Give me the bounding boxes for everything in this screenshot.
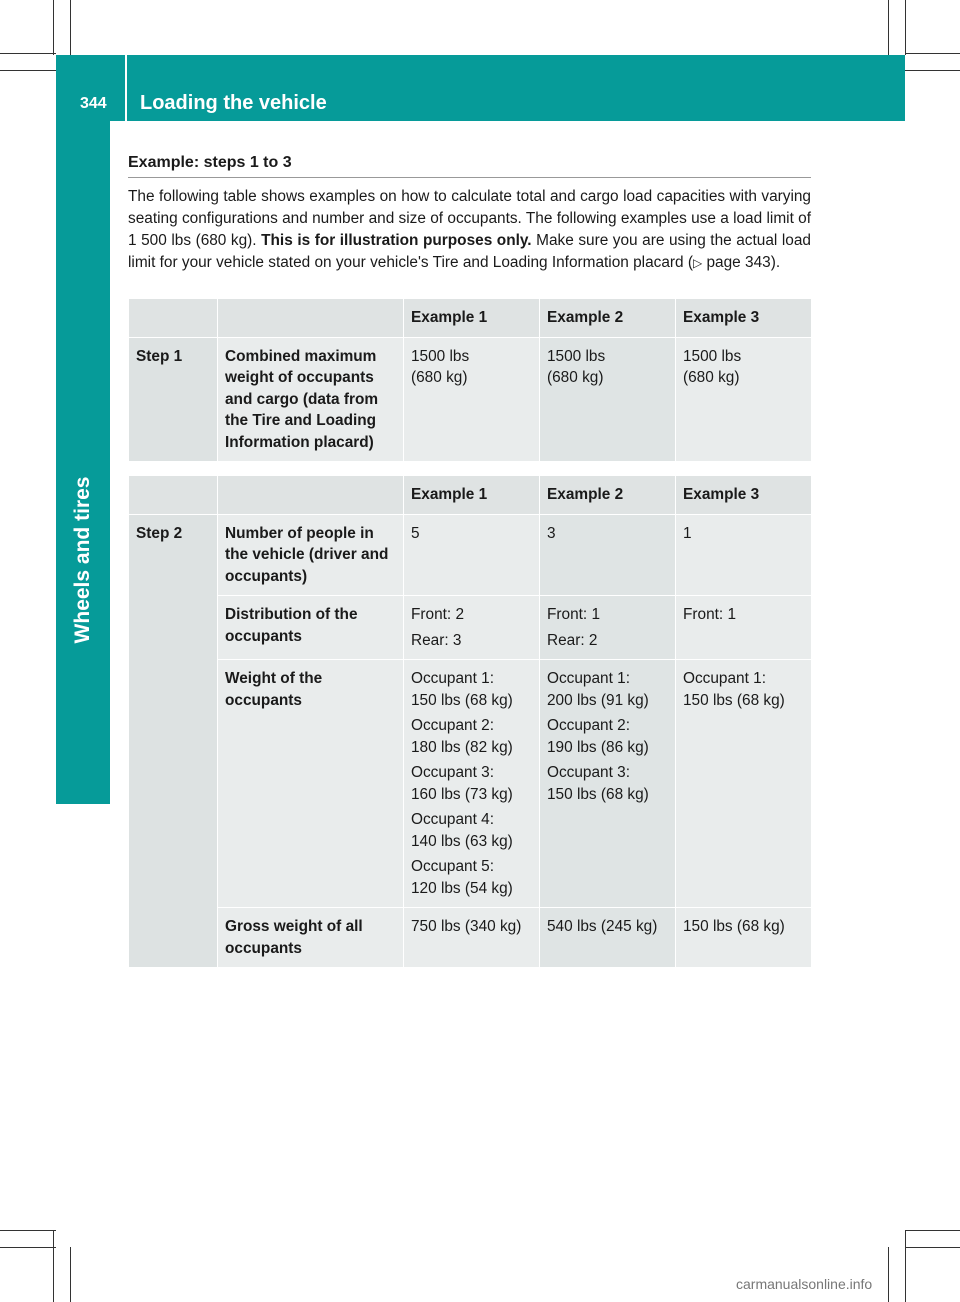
page-number: 344 (80, 95, 107, 112)
crop-mark (70, 0, 71, 55)
step-label: Step 1 (129, 337, 218, 462)
crop-mark (0, 1230, 56, 1231)
table-header-row (129, 299, 812, 338)
row-label: Number of people in the vehicle (driver and occupants) (218, 514, 404, 596)
crop-mark (53, 1230, 54, 1302)
cell-line: Front: 1 (547, 606, 601, 623)
step2-table (128, 475, 812, 968)
cell-line: Front: 2 (411, 606, 465, 623)
table-cell (540, 337, 676, 462)
cell-line: 150 lbs (68 kg) (411, 691, 513, 709)
table-row (129, 514, 812, 596)
table-cell: 5 (404, 514, 540, 596)
cell-line: 1500 lbs (547, 347, 606, 365)
column-header (218, 476, 404, 515)
cell-line: 150 lbs (68 kg) (683, 691, 785, 709)
row-label: Weight of the occupants (218, 660, 404, 908)
cell-line: Occupant 1: (547, 670, 630, 687)
intro-text: page 343). (702, 254, 781, 271)
table-cell: 1 (676, 514, 812, 596)
cell-line: Occupant 2: (547, 717, 630, 734)
cell-line: (680 kg) (547, 369, 604, 386)
page-title: Loading the vehicle (140, 92, 327, 114)
column-header: Example 3 (676, 476, 812, 515)
row-label: Gross weight of all occupants (218, 908, 404, 968)
cell-line: Front: 1 (683, 606, 737, 623)
table-cell: 150 lbs (68 kg) (676, 908, 812, 968)
crop-mark (905, 1230, 906, 1302)
column-header: Example 3 (676, 299, 812, 338)
section-title: Example: steps 1 to 3 (128, 154, 292, 171)
crop-mark (53, 0, 54, 55)
crop-mark (905, 1247, 960, 1248)
cell-line: Occupant 4: (411, 811, 494, 828)
cell-line: 120 lbs (54 kg) (411, 879, 513, 897)
column-header: Example 1 (404, 476, 540, 515)
column-header (129, 476, 218, 515)
cell-line: 160 lbs (73 kg) (411, 785, 513, 803)
column-header: Example 2 (540, 299, 676, 338)
table-header-row (129, 476, 812, 515)
table-cell (404, 596, 540, 660)
section-divider (128, 177, 811, 178)
cell-line: 1500 lbs (411, 347, 470, 365)
table-cell (540, 660, 676, 908)
cell-line: Rear: 3 (411, 631, 462, 649)
table-cell (676, 596, 812, 660)
crop-mark (70, 1247, 71, 1302)
table-cell (676, 337, 812, 462)
cell-line: 1500 lbs (683, 347, 742, 365)
row-label: Distribution of the occupants (218, 596, 404, 660)
step1-table (128, 298, 812, 462)
cell-line: Rear: 2 (547, 631, 598, 649)
column-header: Example 1 (404, 299, 540, 338)
side-tab (56, 121, 110, 804)
table-row (129, 908, 812, 968)
intro-text: The following table shows examples on how to calculate total and cargo load capacities with varying seating configurations and number and size of occupants. The following examples use a load limit of 1 500 lbs (680 kg). (128, 188, 811, 249)
column-header (129, 299, 218, 338)
header-divider (125, 55, 127, 121)
step-label: Step 2 (129, 514, 218, 968)
cell-line: 180 lbs (82 kg) (411, 738, 513, 756)
crop-mark (905, 1230, 960, 1231)
intro-emphasis: This is for illustration purposes only. (261, 232, 532, 249)
table-row (129, 596, 812, 660)
cell-line: (680 kg) (411, 369, 468, 386)
crop-mark (888, 0, 889, 55)
column-header: Example 2 (540, 476, 676, 515)
cell-line: Occupant 3: (547, 764, 630, 781)
crop-mark (905, 70, 960, 71)
cell-line: 200 lbs (91 kg) (547, 691, 649, 709)
cell-line: 150 lbs (68 kg) (547, 785, 649, 803)
row-label: Combined maximum weight of occupants and cargo (data from the Tire and Loading Information placard) (218, 337, 404, 462)
table-cell: 540 lbs (245 kg) (540, 908, 676, 968)
table-cell (404, 337, 540, 462)
cell-line: Occupant 2: (411, 717, 494, 734)
cell-line: 140 lbs (63 kg) (411, 832, 513, 850)
crop-mark (888, 1247, 889, 1302)
crop-mark (0, 70, 56, 71)
cell-line: Occupant 5: (411, 858, 494, 875)
table-cell: 3 (540, 514, 676, 596)
crop-mark (905, 53, 960, 54)
crop-mark (0, 1247, 56, 1248)
cell-line: 190 lbs (86 kg) (547, 738, 649, 756)
table-cell (404, 660, 540, 908)
crop-mark (0, 53, 56, 54)
side-tab-label: Wheels and tires (71, 476, 94, 644)
page-reference-arrow-icon: ▷ (692, 256, 703, 270)
table-row (129, 660, 812, 908)
cell-line: (680 kg) (683, 369, 740, 386)
table-row (129, 337, 812, 462)
intro-paragraph (128, 186, 811, 274)
cell-line: Occupant 1: (683, 670, 766, 687)
cell-line: Occupant 3: (411, 764, 494, 781)
table-cell (540, 596, 676, 660)
crop-mark (905, 0, 906, 55)
table-cell: 750 lbs (340 kg) (404, 908, 540, 968)
column-header (218, 299, 404, 338)
intro-text: Make sure you are using the actual load limit for your vehicle stated on your vehicle's Tire and Loading Information placard ( (128, 232, 811, 271)
cell-line: Occupant 1: (411, 670, 494, 687)
watermark: carmanualsonline.info (736, 1276, 873, 1292)
table-cell (676, 660, 812, 908)
